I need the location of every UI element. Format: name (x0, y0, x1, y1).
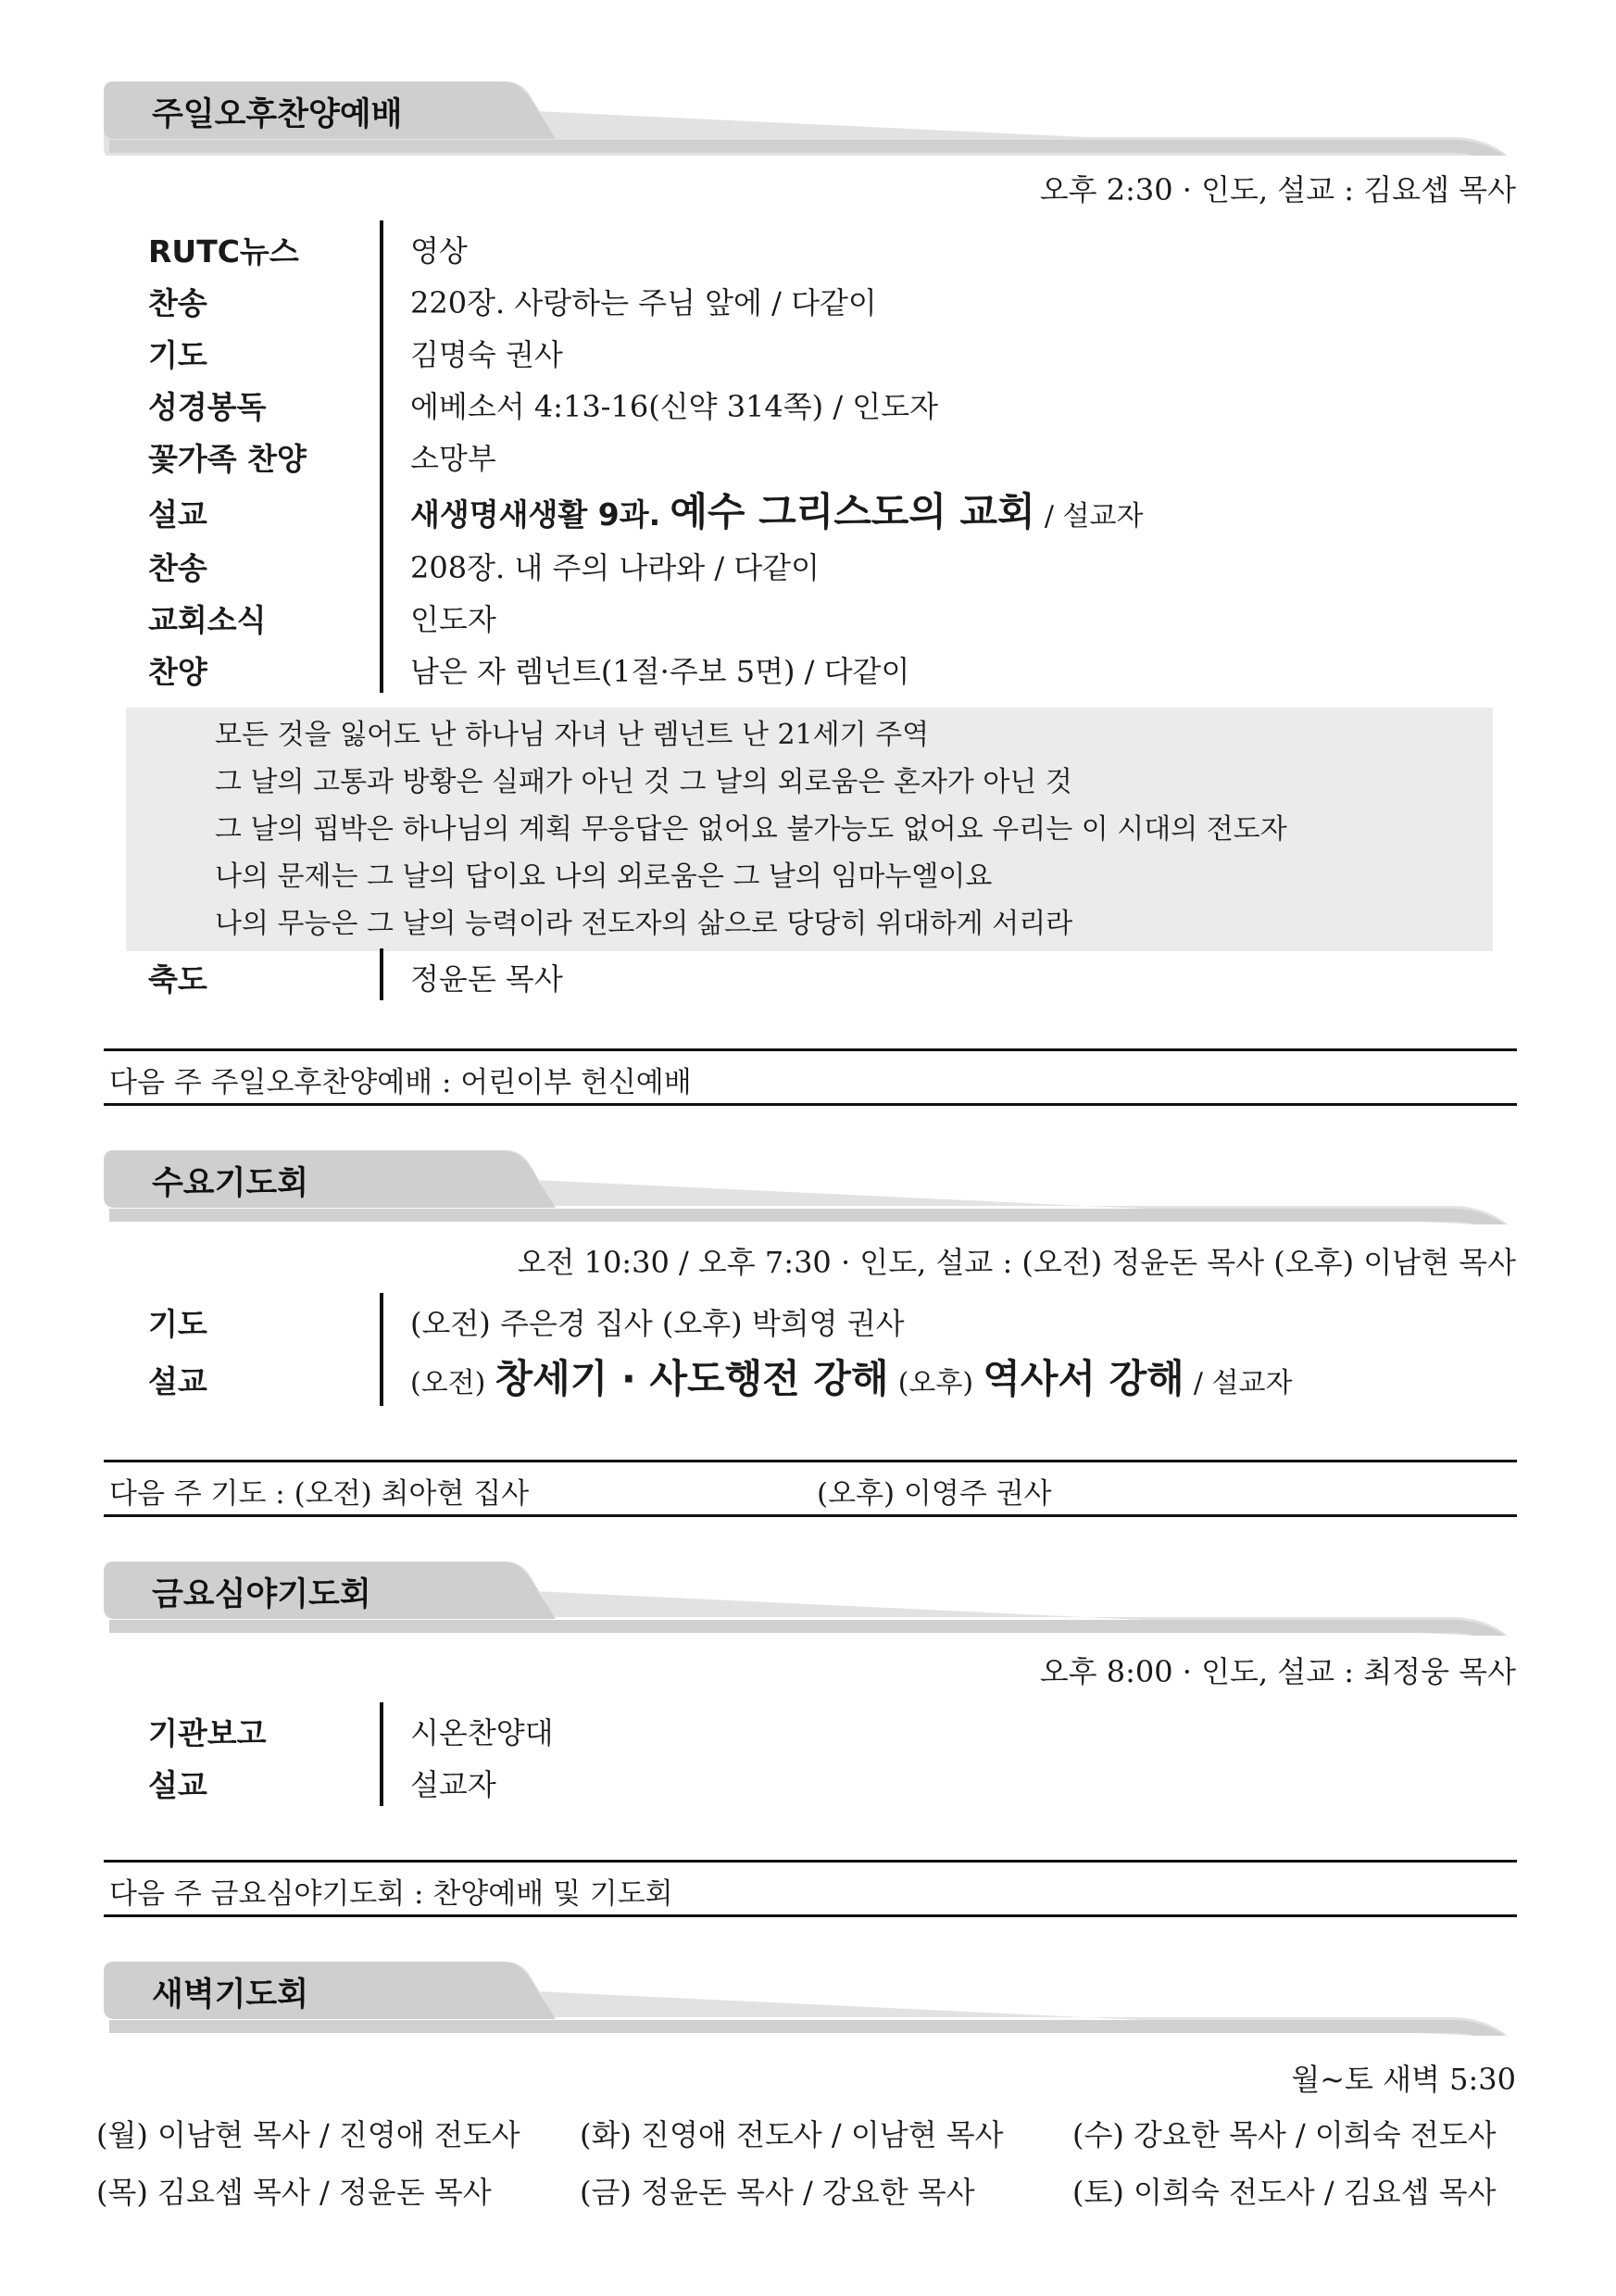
lyric-line: 모든 것을 잃어도 난 하나님 자녀 난 렘넌트 난 21세기 주역 (215, 719, 930, 751)
sermon-value (410, 1349, 1293, 1404)
order-value: 220장. 사랑하는 주님 앞에 / 다같이 (410, 285, 877, 320)
next-week-notice (104, 1048, 1517, 1106)
next-week-text-pm: (오후) 이영주 권사 (817, 1477, 1052, 1511)
section-header-wednesday (104, 1150, 1516, 1217)
divider (380, 1702, 383, 1754)
sermon-suffix: / 설교자 (1193, 1367, 1293, 1399)
divider (380, 589, 383, 641)
dawn-schedule-cell: (토) 이희숙 전도사 / 김요셉 목사 (1072, 2175, 1497, 2210)
am-sermon-title: 창세기 · 사도행전 강해 (495, 1356, 889, 1401)
am-tag: (오전) (410, 1367, 486, 1399)
section-title: 금요심야기도회 (152, 1576, 371, 1613)
pm-tag: (오후) (897, 1367, 974, 1399)
next-week-notice (104, 1460, 1517, 1517)
lyric-line: 그 날의 고통과 방황은 실패가 아닌 것 그 날의 외로움은 혼자가 아닌 것 (215, 766, 1072, 798)
lyrics-box (126, 708, 1493, 951)
order-value: 208장. 내 주의 나라와 / 다같이 (410, 550, 821, 585)
divider (380, 1345, 383, 1406)
divider (380, 537, 383, 589)
order-label: 설교 (148, 1363, 207, 1399)
sermon-series: 새생명새생활 9과. (410, 496, 661, 533)
lyric-line: 나의 문제는 그 날의 답이요 나의 외로움은 그 날의 임마누엘이요 (215, 860, 993, 893)
sermon-title: 예수 그리스도의 교회 (670, 489, 1035, 534)
pm-sermon-title: 역사서 강해 (983, 1356, 1184, 1401)
order-value: 정윤돈 목사 (410, 961, 563, 997)
section-header-shape (104, 1150, 1516, 1224)
order-label: 설교 (148, 496, 207, 533)
service-meta: 오후 8:00 · 인도, 설교 : 최정웅 목사 (1039, 1654, 1516, 1689)
dawn-schedule-cell: (월) 이남현 목사 / 진영애 전도사 (96, 2117, 520, 2152)
order-label: 꽃가족 찬양 (148, 441, 307, 477)
divider (380, 220, 383, 272)
section-title: 수요기도회 (152, 1165, 309, 1202)
order-label: RUTC뉴스 (148, 233, 299, 270)
dawn-schedule-cell: (목) 김요셉 목사 / 정윤돈 목사 (96, 2175, 492, 2210)
order-label: 성경봉독 (148, 389, 267, 425)
order-label: 기관보고 (148, 1715, 267, 1751)
divider (380, 428, 383, 480)
order-value: 영상 (410, 233, 468, 269)
order-value: 에베소서 4:13-16(신약 314쪽) / 인도자 (410, 389, 939, 424)
order-value: 남은 자 렘넌트(1절·주보 5면) / 다같이 (410, 654, 910, 689)
divider (380, 1754, 383, 1806)
service-meta: 오후 2:30 · 인도, 설교 : 김요셉 목사 (1039, 172, 1516, 207)
divider (380, 376, 383, 428)
service-meta: 월~토 새벽 5:30 (1291, 2062, 1516, 2097)
order-label: 찬송 (148, 550, 207, 586)
lyric-line: 그 날의 핍박은 하나님의 계획 무응답은 없어요 불가능도 없어요 우리는 이 시대의 전도자 (215, 813, 1287, 846)
order-label: 기도 (148, 1306, 207, 1342)
order-label: 찬송 (148, 285, 207, 321)
order-label: 축도 (148, 961, 207, 997)
section-header-friday (104, 1562, 1516, 1628)
order-value: 김명숙 권사 (410, 337, 563, 372)
section-header-shape (104, 1962, 1516, 2036)
section-header-dawn (104, 1962, 1516, 2028)
divider (380, 948, 383, 1000)
next-week-text: 다음 주 주일오후찬양예배 : 어린이부 헌신예배 (109, 1066, 692, 1099)
sermon-value (410, 482, 1143, 537)
order-value: 시온찬양대 (410, 1715, 554, 1750)
next-week-text: 다음 주 금요심야기도회 : 찬양예배 및 기도회 (109, 1877, 673, 1911)
order-value: 소망부 (410, 441, 496, 476)
next-week-text: 다음 주 기도 : (오전) 최아현 집사 (109, 1477, 530, 1511)
divider (380, 480, 383, 537)
lyric-line: 나의 무능은 그 날의 능력이라 전도자의 삶으로 당당히 위대하게 서리라 (215, 908, 1073, 940)
order-value: 인도자 (410, 602, 496, 637)
order-label: 찬양 (148, 654, 207, 690)
order-label: 설교 (148, 1767, 207, 1803)
order-label: 교회소식 (148, 602, 267, 638)
next-week-notice (104, 1860, 1517, 1917)
order-label: 기도 (148, 337, 207, 373)
divider (380, 1293, 383, 1345)
divider (380, 324, 383, 376)
dawn-schedule-cell: (금) 정윤돈 목사 / 강요한 목사 (580, 2175, 975, 2210)
dawn-schedule-cell: (화) 진영애 전도사 / 이남현 목사 (580, 2117, 1004, 2152)
dawn-schedule-cell: (수) 강요한 목사 / 이희숙 전도사 (1072, 2117, 1497, 2152)
section-header-sunday (104, 82, 1516, 148)
section-title: 새벽기도회 (152, 1976, 309, 2014)
order-value: (오전) 주은경 집사 (오후) 박희영 권사 (410, 1306, 905, 1341)
divider (380, 272, 383, 324)
divider (380, 641, 383, 693)
service-meta: 오전 10:30 / 오후 7:30 · 인도, 설교 : (오전) 정윤돈 목사 (오후) 이남현 목사 (517, 1245, 1516, 1280)
sermon-suffix: / 설교자 (1044, 500, 1144, 533)
section-title: 주일오후찬양예배 (152, 96, 403, 133)
order-value: 설교자 (410, 1767, 496, 1802)
